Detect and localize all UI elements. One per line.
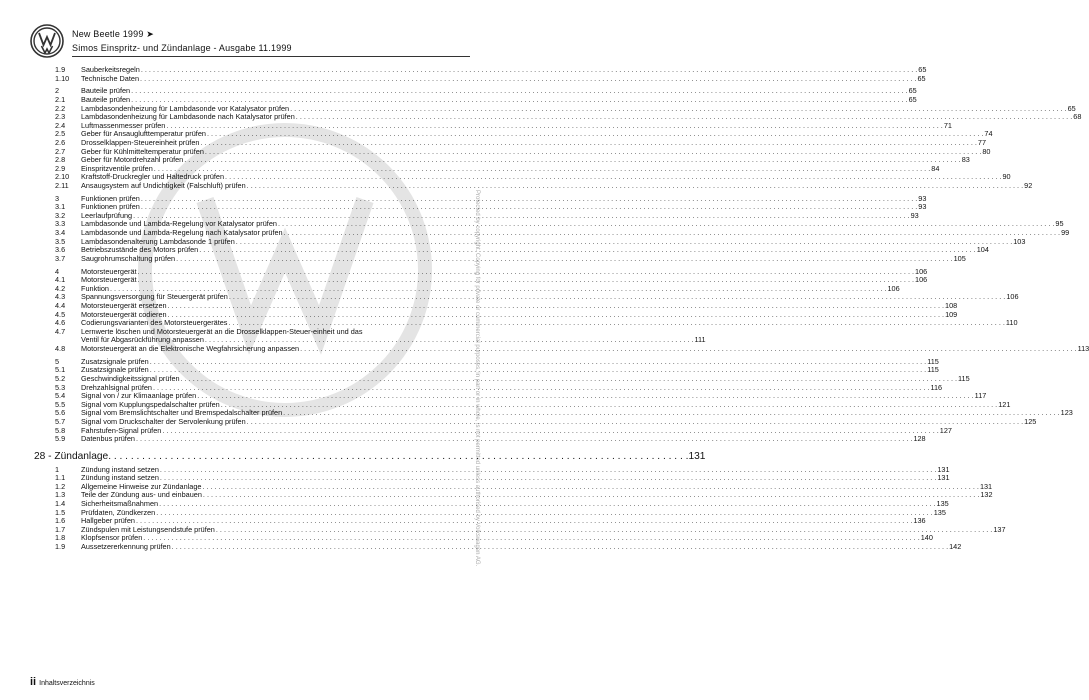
- vw-logo-icon: [30, 24, 64, 58]
- toc-entry-page: 65: [918, 65, 927, 74]
- toc-entry-label: Betriebszustände des Motors prüfen: [81, 245, 199, 255]
- toc-entry-number: 3.7: [55, 253, 66, 263]
- toc-entry-page: 128: [913, 434, 926, 444]
- toc-entry-number: 1: [55, 464, 60, 474]
- toc-entry-label: Lambdasondenalterung Lambdasonde 1 prüfen: [81, 236, 235, 246]
- toc-entry-page: 110: [1005, 318, 1018, 328]
- toc-entry-page: 105: [953, 253, 966, 263]
- toc-entry-page: 121: [998, 399, 1011, 409]
- toc-entry-number: 5.1: [55, 365, 66, 375]
- toc-entry-page: 109: [945, 309, 958, 319]
- toc-entry-number: 1.4: [55, 499, 66, 509]
- toc-entry-number: 1.3: [55, 490, 66, 500]
- toc-entry-label: Sauberkeitsregeln: [81, 65, 140, 74]
- toc-entry-page: 131: [979, 481, 993, 491]
- toc-entry-number: 4.7: [55, 326, 66, 336]
- toc-entry-page: 137: [993, 524, 1006, 534]
- toc-entry-number: 1.10: [55, 73, 70, 83]
- toc-entry-label: Teile der Zündung aus- und einbauen: [81, 490, 202, 500]
- toc-entry-number: 2.2: [55, 103, 66, 113]
- toc-entry-label: Drosselklappen-Steuereinheit prüfen: [81, 137, 200, 147]
- toc-entry-page: 103: [1013, 236, 1026, 246]
- toc-chapter[interactable]: [34, 450, 706, 463]
- page-footer: [30, 676, 95, 688]
- toc-entry-number: 2.1: [55, 94, 66, 104]
- toc-entry-label: Saugrohrumschaltung prüfen: [81, 253, 176, 263]
- toc-entry-page: 115: [927, 356, 939, 366]
- toc-entry-label: Fahrstufen-Signal prüfen: [81, 425, 162, 435]
- toc-entry-label: Leerlaufprüfung: [81, 210, 133, 220]
- toc-entry-label: Geber für Motordrehzahl prüfen: [81, 155, 184, 165]
- toc-entry-label: Lambdasondenheizung für Lambdasonde nach Katalysator prüfen: [81, 112, 295, 122]
- toc-entry-page: 83: [961, 155, 970, 165]
- toc-entry-label: Sicherheitsmaßnahmen: [81, 499, 159, 509]
- toc-entry-page: 77: [977, 137, 987, 147]
- toc-entry-number: 5.8: [55, 425, 66, 435]
- toc-entry-number: 2.8: [55, 155, 66, 165]
- toc-entry-label: Signal vom Bremslichtschalter und Bremspedalschalter prüfen: [81, 408, 283, 418]
- toc-entry-number: 4.3: [55, 292, 66, 302]
- toc-entry-page: 90: [1002, 172, 1011, 182]
- toc-entry-number: 2.11: [55, 180, 69, 190]
- toc-entry-label: Kraftstoff-Druckregler und Haltedruck prüfen: [81, 172, 225, 182]
- toc-chapter-label: 28 - Zündanlage: [34, 450, 109, 462]
- toc-entry-page: 99: [1061, 228, 1070, 238]
- toc-part-1: [55, 65, 1082, 328]
- toc-entry-page: 135: [936, 499, 949, 509]
- toc-entry-page: 93: [918, 193, 927, 203]
- toc-entry-page: 136: [913, 516, 926, 526]
- toc-entry-label: Funktion: [81, 283, 109, 293]
- toc-entry-number: 2.9: [55, 163, 66, 173]
- toc-entry-number: 3.2: [55, 210, 66, 220]
- document-subtitle: Simos Einspritz- und Zündanlage - Ausgabe 11.1999: [72, 43, 292, 53]
- toc-entry-label: Lernwerte löschen und Motorsteuergerät an die Drosselklappen-Steuer-einheit und das: [81, 326, 363, 336]
- toc-entry-page: 65: [908, 86, 917, 96]
- toc-entry-page: 142: [949, 542, 962, 552]
- toc-entry-number: 2.7: [55, 146, 66, 156]
- toc-entry-number: 1.8: [55, 533, 66, 543]
- toc-entry-number: 1.2: [55, 481, 66, 491]
- toc-entry-number: 5.5: [55, 399, 66, 409]
- toc-entry-label: Bauteile prüfen: [81, 94, 131, 104]
- toc-entry-label: Lambdasonde und Lambda-Regelung nach Katalysator prüfen: [81, 228, 283, 238]
- toc-entry-page: 127: [939, 425, 952, 435]
- toc-entry-page: 131: [937, 464, 950, 474]
- toc-entry-page: 132: [980, 490, 993, 500]
- toc-entry-number: 4.2: [55, 283, 66, 293]
- toc-entry-number: 5.3: [55, 382, 66, 392]
- toc-entry-number: 3.5: [55, 236, 66, 246]
- toc-entry-number: 1.7: [55, 524, 66, 534]
- toc-entry-number: 5.7: [55, 416, 66, 426]
- toc-entry-label: Lambdasonde und Lambda-Regelung vor Katalysator prüfen: [81, 219, 277, 229]
- toc-entry-number: 5.9: [55, 434, 66, 444]
- toc-entry-label: Motorsteuergerät ersetzen: [81, 301, 167, 310]
- toc-entry-page: 125: [1024, 416, 1037, 426]
- toc-entry-label: Geber für Kühlmitteltemperatur prüfen: [81, 146, 204, 156]
- toc-entry[interactable]: [55, 434, 926, 444]
- toc-entry-page: 113: [1077, 343, 1089, 353]
- toc-entry-page: 117: [974, 391, 987, 401]
- toc-entry-number: 4.8: [55, 343, 66, 353]
- toc-entry-label: Codierungsvarianten des Motorsteuergerätes: [81, 318, 228, 328]
- toc-entry-label: Allgemeine Hinweise zur Zündanlage: [81, 481, 202, 491]
- toc-part-3: [55, 464, 1006, 552]
- toc-entry-number: 2.5: [55, 129, 66, 139]
- toc-entry-label: Ansaugsystem auf Undichtigkeit (Falschluft) prüfen: [81, 180, 246, 190]
- page-number: ii: [30, 676, 37, 688]
- copyright-watermark: Protected by copyright. Copying for private or commercial purposes, in part or in whole, is not permitted unless authorised by Volkswagen AG.: [474, 190, 480, 567]
- toc-entry-label: Funktionen prüfen: [81, 193, 140, 203]
- toc-entry-number: 1.5: [55, 507, 66, 517]
- toc-entry-number: 5.6: [55, 408, 66, 418]
- toc-entry-label: Motorsteuergerät an die Elektronische Wegfahrsicherung anpassen: [81, 343, 300, 353]
- toc-entry-page: 74: [984, 129, 993, 139]
- toc-entry-page: 111: [694, 335, 706, 345]
- toc-entry-page: 92: [1024, 180, 1033, 190]
- toc-entry-label: Signal vom Kupplungspedalschalter prüfen: [81, 399, 220, 409]
- toc-entry-page: 123: [1060, 408, 1073, 418]
- toc-entry-number: 4.6: [55, 318, 66, 328]
- toc-entry-page: 65: [917, 73, 926, 83]
- toc-entry-label: Motorsteuergerät codieren: [81, 309, 167, 319]
- toc-entry-page: 65: [1067, 103, 1076, 113]
- toc-entry-label: Bauteile prüfen: [81, 86, 131, 96]
- toc-entry-number: 5: [55, 356, 60, 366]
- toc-entry-page: 80: [982, 146, 991, 156]
- toc-entry-label: Zusatzsignale prüfen: [81, 365, 149, 375]
- toc-entry-label-cont: Ventil für Abgasrückführung anpassen: [81, 335, 204, 345]
- toc-entry-number: 2.3: [55, 112, 66, 122]
- toc-entry-page: 93: [910, 210, 919, 220]
- toc-entry-label: Prüfdaten, Zündkerzen: [81, 507, 156, 517]
- toc-entry[interactable]: [55, 253, 966, 264]
- toc-entry-label: Technische Daten: [81, 73, 140, 83]
- toc-entry-page: 106: [1006, 292, 1019, 302]
- toc-entry-page: 106: [915, 275, 928, 285]
- toc-entry-number: 4.4: [55, 301, 66, 310]
- header-rule: [72, 56, 470, 57]
- toc-entry-number: 4: [55, 266, 60, 276]
- toc-entry[interactable]: [55, 73, 926, 84]
- toc-entry-page: 115: [958, 373, 970, 383]
- toc-entry-number: 1.9: [55, 65, 66, 74]
- toc-entry-label: Lambdasondenheizung für Lambdasonde vor Katalysator prüfen: [81, 103, 290, 113]
- toc-entry-page: 140: [920, 533, 933, 543]
- toc-entry-number: 1.1: [55, 473, 66, 483]
- toc-entry[interactable]: [55, 343, 1089, 354]
- toc-part-2: [55, 343, 1089, 444]
- toc-entry-number: 5.2: [55, 373, 66, 383]
- toc-entry-page: 116: [930, 382, 943, 392]
- document-title: New Beetle 1999 ➤: [72, 29, 154, 39]
- toc-entry-label: Aussetzererkennung prüfen: [81, 542, 171, 552]
- toc-entry-label: Zusatzsignale prüfen: [81, 356, 149, 366]
- toc-entry-label: Motorsteuergerät: [81, 275, 137, 285]
- toc-entry-label: Spannungsversorgung für Steuergerät prüfen: [81, 292, 228, 302]
- toc-entry-label: Drehzahlsignal prüfen: [81, 382, 152, 392]
- toc-entry-number: 4.1: [55, 275, 66, 285]
- toc-entry-number: 2.4: [55, 120, 66, 130]
- toc-entry[interactable]: [55, 180, 1033, 191]
- toc-entry-page: 131: [937, 473, 950, 483]
- toc-entry-page: 65: [908, 94, 917, 104]
- toc-entry-page: 106: [887, 283, 900, 293]
- toc-entry-label: Zündung instand setzen: [81, 473, 159, 483]
- toc-entry-page: 95: [1055, 219, 1064, 229]
- toc-entry-page: 93: [918, 202, 927, 212]
- toc-entry-label: Zündung instand setzen: [81, 464, 159, 474]
- toc-entry[interactable]: [55, 542, 962, 552]
- toc-entry-page: 108: [945, 301, 958, 310]
- toc-entry-page: 104: [976, 245, 989, 255]
- toc-entry-page: 71: [943, 120, 952, 130]
- toc-entry-number: 4.5: [55, 309, 66, 319]
- toc-entry-number: 3.3: [55, 219, 66, 229]
- toc-entry-label: Motorsteuergerät: [81, 266, 137, 276]
- toc-entry-label: Funktionen prüfen: [81, 202, 140, 212]
- toc-entry-label: Signal vom Druckschalter der Servolenkung prüfen: [81, 416, 246, 426]
- toc-entry-number: 3: [55, 193, 60, 203]
- toc-entry-number: 3.1: [55, 202, 66, 212]
- toc-entry[interactable]: [55, 326, 706, 345]
- toc-entry-page: 106: [915, 266, 928, 276]
- toc-entry-label: Geber für Ansauglufttemperatur prüfen: [81, 129, 206, 139]
- toc-entry-label: Geschwindigkeitssignal prüfen: [81, 373, 180, 383]
- page-header: [30, 24, 470, 60]
- toc-entry-number: 2.6: [55, 137, 66, 147]
- toc-entry-number: 3.6: [55, 245, 66, 255]
- toc-entry-number: 1.6: [55, 516, 66, 526]
- toc-entry-number: 1.9: [55, 542, 66, 552]
- toc-chapter-page: 131: [688, 450, 706, 462]
- footer-title: Inhaltsverzeichnis: [39, 680, 95, 687]
- toc-entry-label: Datenbus prüfen: [81, 434, 135, 444]
- toc-entry-number: 2: [55, 86, 60, 96]
- toc-entry-label: Luftmassenmesser prüfen: [81, 120, 166, 130]
- toc-entry-label: Zündspulen mit Leistungsendstufe prüfen: [81, 524, 215, 534]
- toc-entry-label: Hallgeber prüfen: [81, 516, 135, 526]
- toc-entry-number: 2.10: [55, 172, 70, 182]
- toc-entry-page: 135: [933, 507, 946, 517]
- toc-entry-page: 68: [1073, 112, 1082, 122]
- toc-entry-label: Einspritzventile prüfen: [81, 163, 153, 173]
- toc-entry-number: 5.4: [55, 391, 66, 401]
- toc-entry-number: 3.4: [55, 228, 66, 238]
- toc-entry-page: 115: [927, 365, 939, 375]
- toc-entry-label: Signal von / zur Klimaanlage prüfen: [81, 391, 197, 401]
- toc-entry-page: 84: [931, 163, 940, 173]
- toc-entry-label: Klopfsensor prüfen: [81, 533, 143, 543]
